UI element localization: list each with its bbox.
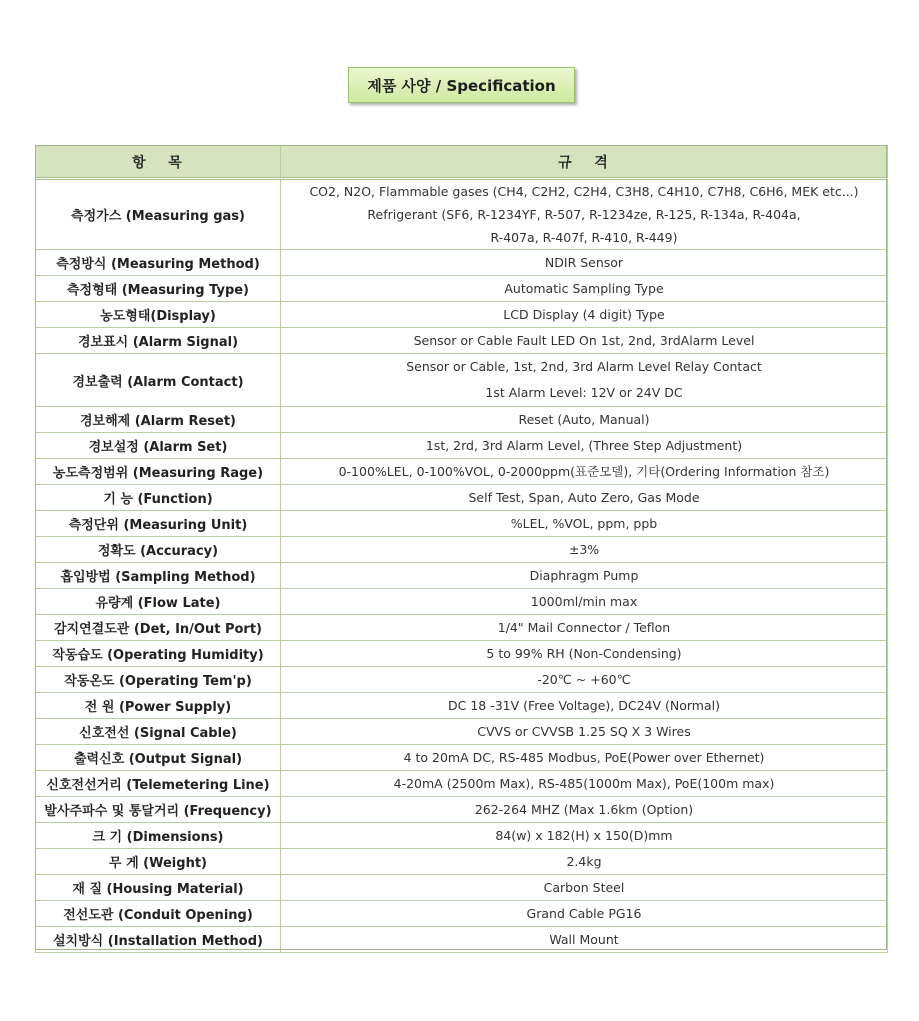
table-row xyxy=(36,459,888,485)
spec-value-line: 4-20mA (2500m Max), RS-485(1000m Max), PoE(100m max) xyxy=(393,776,775,791)
spec-value xyxy=(281,407,888,433)
table-header-row xyxy=(36,146,888,179)
spec-value-line: Carbon Steel xyxy=(543,880,625,895)
spec-item-label: 전 원 (Power Supply) xyxy=(36,693,281,719)
spec-item-label: 발사주파수 및 통달거리 (Frequency) xyxy=(36,797,281,823)
spec-body xyxy=(36,179,888,953)
spec-value-line: 1st Alarm Level: 12V or 24V DC xyxy=(485,385,683,400)
spec-value xyxy=(281,667,888,693)
spec-value xyxy=(281,719,888,745)
page-title: 제품 사양 / Specification xyxy=(348,67,575,103)
table-row xyxy=(36,511,888,537)
spec-value xyxy=(281,328,888,354)
spec-item-label: 농도측정범위 (Measuring Rage) xyxy=(36,459,281,485)
table-row xyxy=(36,901,888,927)
spec-item-label: 재 질 (Housing Material) xyxy=(36,875,281,901)
spec-value xyxy=(281,615,888,641)
spec-item-label: 작동습도 (Operating Humidity) xyxy=(36,641,281,667)
spec-value-line: -20℃ ~ +60℃ xyxy=(537,672,631,687)
spec-value xyxy=(281,589,888,615)
table-row xyxy=(36,328,888,354)
header-item: 항 목 xyxy=(36,146,281,179)
spec-value xyxy=(281,302,888,328)
table-row xyxy=(36,693,888,719)
spec-value xyxy=(281,745,888,771)
table-row xyxy=(36,771,888,797)
spec-value-line: DC 18 -31V (Free Voltage), DC24V (Normal) xyxy=(448,698,720,713)
spec-value-line: 262-264 MHZ (Max 1.6km (Option) xyxy=(474,802,694,817)
table-row xyxy=(36,485,888,511)
table-row xyxy=(36,276,888,302)
spec-item-label: 출력신호 (Output Signal) xyxy=(36,745,281,771)
spec-value xyxy=(281,433,888,459)
spec-item-label: 신호전선거리 (Telemetering Line) xyxy=(36,771,281,797)
spec-item-label: 기 능 (Function) xyxy=(36,485,281,511)
spec-value-line: NDIR Sensor xyxy=(544,255,624,270)
spec-item-label: 신호전선 (Signal Cable) xyxy=(36,719,281,745)
spec-value-line: 1/4" Mail Connector / Teflon xyxy=(497,620,671,635)
spec-item-label: 작동온도 (Operating Tem'p) xyxy=(36,667,281,693)
spec-value-line: Grand Cable PG16 xyxy=(526,906,642,921)
table-row xyxy=(36,589,888,615)
spec-value-line: %LEL, %VOL, ppm, ppb xyxy=(510,516,658,531)
spec-value-line: 5 to 99% RH (Non-Condensing) xyxy=(486,646,682,661)
spec-item-label: 정확도 (Accuracy) xyxy=(36,537,281,563)
spec-item-label: 흡입방법 (Sampling Method) xyxy=(36,563,281,589)
spec-value xyxy=(281,875,888,901)
spec-item-label: 측정단위 (Measuring Unit) xyxy=(36,511,281,537)
spec-item-label: 전선도관 (Conduit Opening) xyxy=(36,901,281,927)
spec-item-label: 설치방식 (Installation Method) xyxy=(36,927,281,953)
spec-value-line: Sensor or Cable, 1st, 2nd, 3rd Alarm Level Relay Contact xyxy=(406,359,762,374)
table-row xyxy=(36,719,888,745)
spec-value-line: 0-100%LEL, 0-100%VOL, 0-2000ppm(표준모델), 기타(Ordering Information 참조) xyxy=(338,464,830,479)
table-row xyxy=(36,849,888,875)
spec-value-line: Wall Mount xyxy=(549,932,619,947)
spec-value-line: Refrigerant (SF6, R-1234YF, R-507, R-1234ze, R-125, R-134a, R-404a, xyxy=(367,207,801,222)
spec-value xyxy=(281,276,888,302)
spec-value xyxy=(281,927,888,953)
table-row xyxy=(36,302,888,328)
spec-value xyxy=(281,797,888,823)
spec-value xyxy=(281,537,888,563)
spec-value-line: 1st, 2rd, 3rd Alarm Level, (Three Step Adjustment) xyxy=(425,438,743,453)
spec-value xyxy=(281,459,888,485)
table-row xyxy=(36,407,888,433)
spec-value-line: Sensor or Cable Fault LED On 1st, 2nd, 3rdAlarm Level xyxy=(413,333,755,348)
spec-value-line: Diaphragm Pump xyxy=(529,568,639,583)
spec-value xyxy=(281,771,888,797)
spec-value xyxy=(281,563,888,589)
table-row xyxy=(36,354,888,407)
spec-item-label: 측정방식 (Measuring Method) xyxy=(36,250,281,276)
table-row xyxy=(36,537,888,563)
spec-value-line: Automatic Sampling Type xyxy=(504,281,664,296)
spec-item-label: 경보해제 (Alarm Reset) xyxy=(36,407,281,433)
spec-value-line: Self Test, Span, Auto Zero, Gas Mode xyxy=(468,490,700,505)
spec-item-label: 경보설정 (Alarm Set) xyxy=(36,433,281,459)
spec-value xyxy=(281,179,888,250)
spec-value-line: CO2, N2O, Flammable gases (CH4, C2H2, C2H4, C3H8, C4H10, C7H8, C6H6, MEK etc...) xyxy=(309,184,859,199)
spec-value-line: R-407a, R-407f, R-410, R-449) xyxy=(490,230,678,245)
header-value: 규 격 xyxy=(281,146,888,179)
spec-value xyxy=(281,901,888,927)
spec-item-label: 감지연결도관 (Det, In/Out Port) xyxy=(36,615,281,641)
spec-value-line: 4 to 20mA DC, RS-485 Modbus, PoE(Power over Ethernet) xyxy=(403,750,765,765)
spec-item-label: 크 기 (Dimensions) xyxy=(36,823,281,849)
spec-value xyxy=(281,250,888,276)
spec-value-line: LCD Display (4 digit) Type xyxy=(503,307,665,322)
spec-value xyxy=(281,511,888,537)
spec-value-line: ±3% xyxy=(568,542,600,557)
spec-value xyxy=(281,641,888,667)
table-row xyxy=(36,179,888,250)
spec-item-label: 경보출력 (Alarm Contact) xyxy=(36,354,281,407)
spec-item-label: 측정가스 (Measuring gas) xyxy=(36,179,281,250)
spec-value xyxy=(281,354,888,407)
table-row xyxy=(36,797,888,823)
table-row xyxy=(36,641,888,667)
spec-value-line: 1000ml/min max xyxy=(530,594,638,609)
table-row xyxy=(36,250,888,276)
spec-value-line: CVVS or CVVSB 1.25 SQ X 3 Wires xyxy=(477,724,691,739)
table-row xyxy=(36,667,888,693)
table-row xyxy=(36,823,888,849)
spec-value xyxy=(281,823,888,849)
table-row xyxy=(36,433,888,459)
table-row xyxy=(36,875,888,901)
spec-value xyxy=(281,485,888,511)
spec-item-label: 유량계 (Flow Late) xyxy=(36,589,281,615)
spec-item-label: 경보표시 (Alarm Signal) xyxy=(36,328,281,354)
spec-value xyxy=(281,849,888,875)
spec-value-line: 2.4kg xyxy=(566,854,602,869)
spec-value xyxy=(281,693,888,719)
spec-table xyxy=(35,145,888,953)
table-row xyxy=(36,745,888,771)
table-row xyxy=(36,615,888,641)
spec-value-line: 84(w) x 182(H) x 150(D)mm xyxy=(495,828,673,843)
spec-item-label: 측정형태 (Measuring Type) xyxy=(36,276,281,302)
table-row xyxy=(36,927,888,953)
spec-value-line: Reset (Auto, Manual) xyxy=(518,412,650,427)
spec-item-label: 농도형태(Display) xyxy=(36,302,281,328)
table-row xyxy=(36,563,888,589)
spec-item-label: 무 게 (Weight) xyxy=(36,849,281,875)
